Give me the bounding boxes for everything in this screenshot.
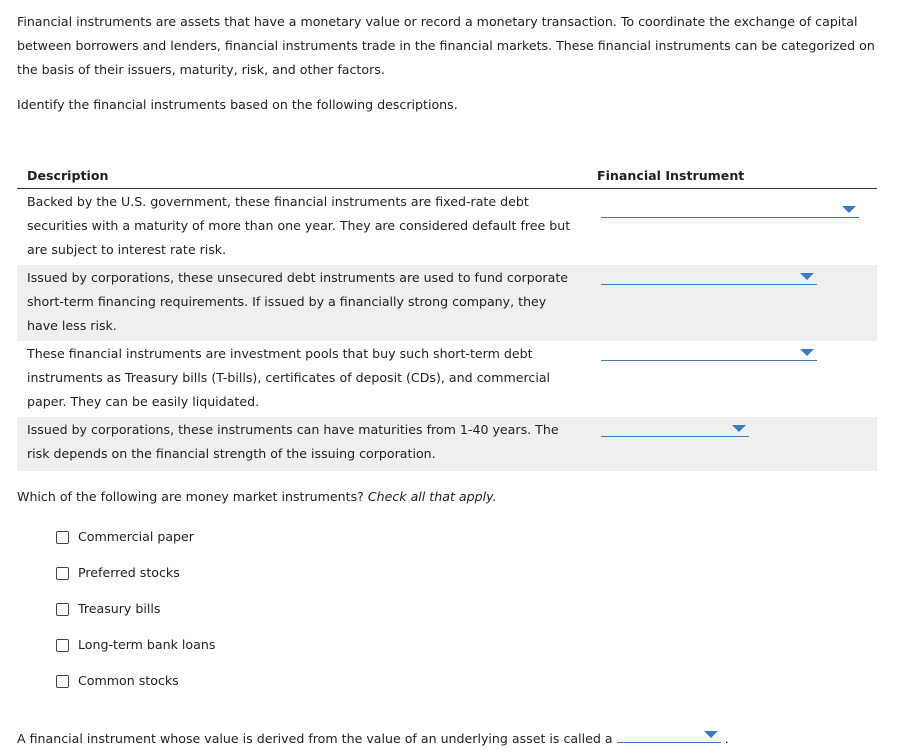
header-description: Description bbox=[27, 168, 109, 183]
question-text: Which of the following are money market instruments? bbox=[17, 489, 364, 504]
table-row bbox=[17, 341, 877, 417]
checkbox-label[interactable]: Commercial paper bbox=[78, 529, 194, 544]
final-period: . bbox=[724, 731, 729, 746]
matching-table bbox=[17, 164, 877, 471]
checkbox-question bbox=[17, 485, 497, 509]
checkbox[interactable] bbox=[56, 603, 69, 616]
table-row bbox=[17, 265, 877, 341]
row-description: Issued by corporations, these unsecured debt instruments are used to fund corporate short-term financing requirements. If issued by a financially strong company, they have less risk. bbox=[27, 270, 569, 333]
checkbox-label[interactable]: Preferred stocks bbox=[78, 565, 180, 580]
dropdown-caret-icon bbox=[800, 349, 814, 356]
instrument-dropdown-1[interactable] bbox=[601, 199, 859, 218]
checkbox[interactable] bbox=[56, 567, 69, 580]
row-description: Issued by corporations, these instruments can have maturities from 1-40 years. The risk depends on the financial strength of the issuing corporation. bbox=[27, 422, 559, 461]
intro-paragraph: Financial instruments are assets that have a monetary value or record a monetary transaction. To coordinate the exchange of capital between borrowers and lenders, financial instruments trade in the financial markets. These financial instruments can be categorized on the basis of their issuers, maturity, risk, and other factors. bbox=[17, 14, 875, 77]
row-description: These financial instruments are investment pools that buy such short-term debt instruments as Treasury bills (T-bills), certificates of deposit (CDs), and commercial paper. They can be easily liquidated. bbox=[27, 346, 551, 409]
row-description: Backed by the U.S. government, these financial instruments are fixed-rate debt securities with a maturity of more than one year. They are considered default free but are subject to interest rate risk. bbox=[27, 194, 571, 257]
checkbox-label[interactable]: Treasury bills bbox=[78, 601, 161, 616]
checkbox[interactable] bbox=[56, 675, 69, 688]
checkbox-label[interactable]: Common stocks bbox=[78, 673, 179, 688]
final-question-text: A financial instrument whose value is derived from the value of an underlying asset is called a bbox=[17, 731, 613, 746]
dropdown-caret-icon bbox=[842, 206, 856, 213]
table-header bbox=[17, 164, 877, 189]
table-row bbox=[17, 189, 877, 265]
instruction-text: Identify the financial instruments based on the following descriptions. bbox=[17, 97, 458, 112]
checkbox[interactable] bbox=[56, 639, 69, 652]
final-question bbox=[17, 726, 729, 749]
header-financial-instrument: Financial Instrument bbox=[597, 168, 745, 183]
checkbox-label[interactable]: Long-term bank loans bbox=[78, 637, 216, 652]
instrument-dropdown-3[interactable] bbox=[601, 342, 817, 361]
checkbox[interactable] bbox=[56, 531, 69, 544]
dropdown-caret-icon bbox=[704, 731, 718, 738]
question-hint: Check all that apply. bbox=[367, 489, 497, 504]
dropdown-caret-icon bbox=[732, 425, 746, 432]
instrument-dropdown-4[interactable] bbox=[601, 418, 749, 437]
instrument-dropdown-2[interactable] bbox=[601, 266, 817, 285]
table-row bbox=[17, 417, 877, 471]
dropdown-caret-icon bbox=[800, 273, 814, 280]
derivative-dropdown[interactable] bbox=[617, 726, 721, 743]
